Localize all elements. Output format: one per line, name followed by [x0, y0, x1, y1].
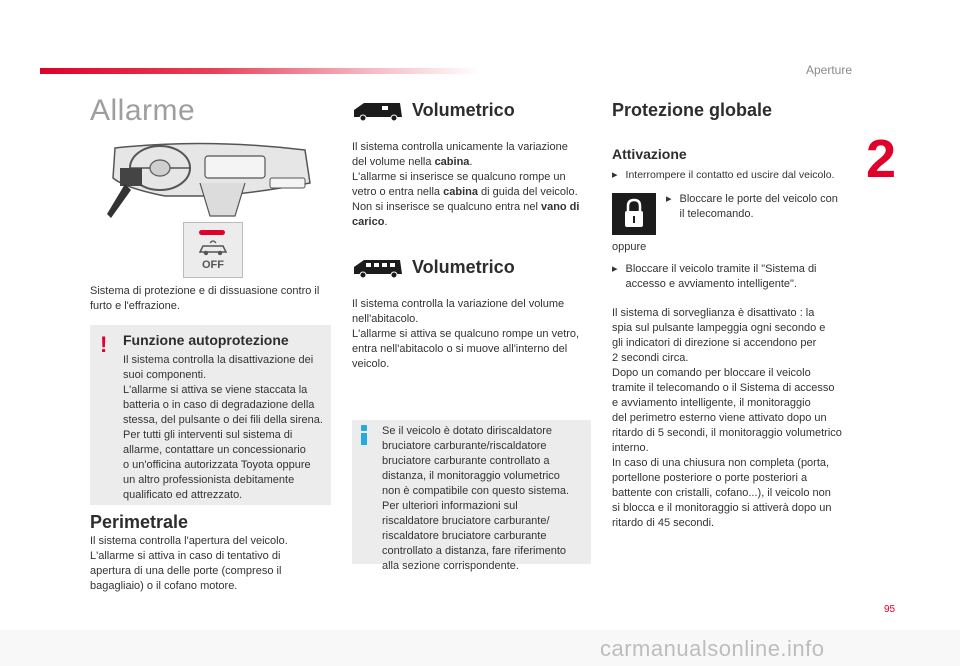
- volumetric-cabin-heading: Volumetrico: [412, 100, 515, 120]
- warning-text: Il sistema controlla la disattivazione dei suoi componenti. L'allarme si attiva se viene staccata la batteria o in caso di degradazione della stessa, del pulsante o dei fili della sirena. Per tutti gli interventi sul sistema di allarme, contattare un concessionario o un'officina autorizzata Toyota oppure un altro professionista debitamente qualificato ed attrezzato.: [123, 354, 323, 501]
- surveillance-paragraph: Il sistema di sorveglianza è disattivato : la spia sul pulsante lampeggia ogni secondo e gli indicatori di direzione si accendono per 2 secondi circa. Dopo un comando per bloccare il veicolo tramite il telecomando o il Sistema di accesso e avviamento intelligente, il monitoraggio del perimetro esterno viene attivato dopo un ritardo di 5 secondi, il monitoraggio volumetrico interno. In caso di una chiusura non completa (porta, portellone posteriore o porte posteriori a battente con cristalli, cofano...), il veicolo non si blocca e il monitoraggio si attiverà dopo un ritardo di 45 secondi.: [612, 307, 842, 529]
- volumetric-full-heading: Volumetrico: [412, 257, 515, 277]
- intro-text: Sistema di protezione e di dissuasione contro il furto e l'effrazione.: [90, 285, 320, 312]
- bullet-icon: ▸: [612, 263, 618, 275]
- perimetrale-text: Il sistema controlla l'apertura del veicolo. L'allarme si attiva in caso di tentativo di apertura di una delle porte (compreso il bagagliaio) o il cofano motore.: [90, 535, 288, 592]
- lock-icon: [612, 193, 656, 235]
- page-title: Allarme: [90, 94, 196, 127]
- off-label: OFF: [202, 259, 224, 271]
- volumetric-full-text: Il sistema controlla la variazione del volume nell'abitacolo. L'allarme si attiva se qualcuno rompe un vetro, entra nell'abitacolo o si muove all'interno del veicolo.: [352, 298, 580, 370]
- volumetric-cabin-text: Il sistema controlla unicamente la variazione del volume nella cabina. L'allarme si inserisce se qualcuno rompe un vetro o entra nella cabina di guida del veicolo. Non si inserisce se qualcuno entra nel vano di carico.: [352, 141, 580, 228]
- global-protection-heading: Protezione globale: [612, 100, 773, 120]
- section-name: Aperture: [805, 63, 852, 77]
- step-1: ▸ Interrompere il contatto ed uscire dal veicolo.: [612, 169, 835, 181]
- header-accent-bar: [40, 68, 480, 74]
- car-alarm-icon: [197, 238, 229, 258]
- van-full-icon: [352, 257, 404, 279]
- step-3: ▸ Bloccare il veicolo tramite il "Sistema di accesso e avviamento intelligente".: [612, 263, 817, 290]
- page-number: 95: [884, 604, 896, 615]
- watermark-text: carmanualsonline.info: [600, 636, 825, 661]
- step-2: ▸ Bloccare le porte del veicolo con il telecomando.: [666, 193, 838, 220]
- info-icon: [360, 425, 368, 445]
- or-label: oppure: [612, 241, 647, 253]
- bullet-icon: ▸: [612, 169, 618, 181]
- alarm-button-panel: [183, 222, 243, 278]
- perimetrale-heading: Perimetrale: [90, 512, 189, 532]
- chapter-number: 2: [866, 129, 897, 189]
- warning-title: Funzione autoprotezione: [123, 332, 289, 348]
- info-text: Se il veicolo è dotato diriscaldatore bruciatore carburante/riscaldatore bruciatore carburante controllato a distanza, il monitoraggio volumetrico non è compatibile con questo sistema. Per ulteriori informazioni sul riscaldatore bruciatore carburante/ riscaldatore bruciatore carburante controllato a distanza, fare riferimento alla sezione corrispondente.: [382, 425, 570, 572]
- dashboard-illustration: [105, 138, 320, 220]
- lock-key-tile: [612, 193, 656, 235]
- alarm-led: [199, 230, 225, 235]
- van-cabin-icon: [352, 100, 404, 122]
- activation-heading: Attivazione: [612, 146, 687, 162]
- warning-icon: !: [100, 332, 108, 357]
- bullet-icon: ▸: [666, 193, 672, 205]
